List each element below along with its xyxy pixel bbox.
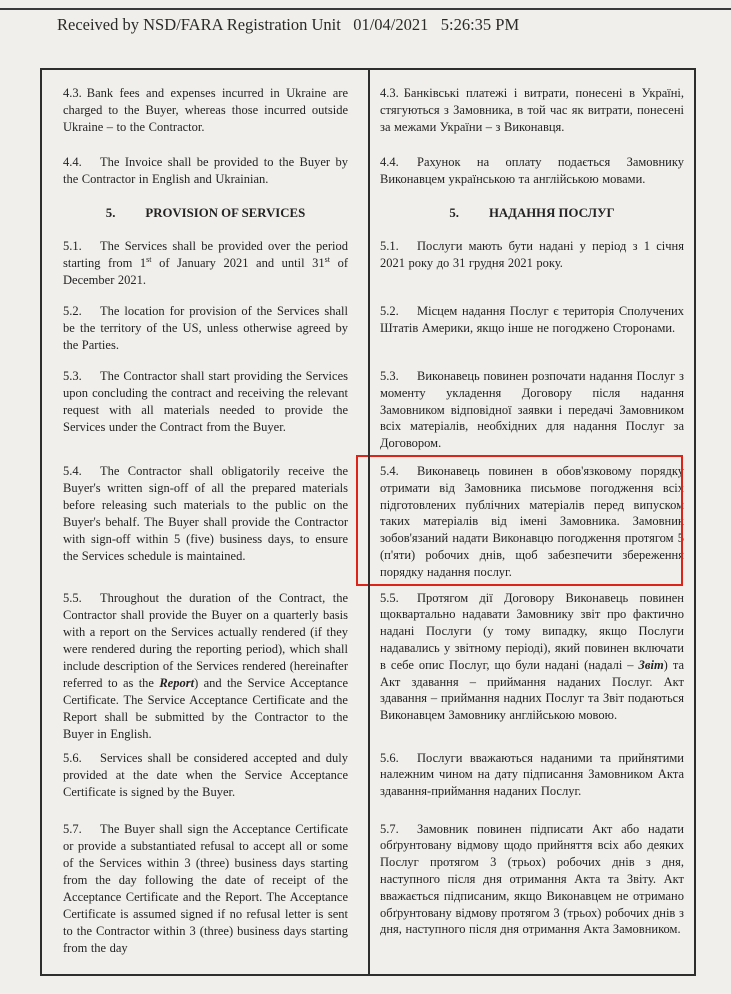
clause-number: 5.5.	[63, 590, 82, 605]
clause-number: 5.4.	[380, 463, 399, 478]
fara-received-stamp: Received by NSD/FARA Registration Unit 01/04/2021 5:26:35 PM	[57, 15, 520, 34]
clause-4-4-uk	[380, 154, 684, 188]
clause-number: 5.4.	[63, 463, 82, 478]
section-title: НАДАННЯ ПОСЛУГ	[488, 206, 615, 220]
clause-5-3-uk	[380, 368, 684, 452]
clause-5-4-en	[63, 463, 348, 565]
clause-text: The Contractor shall obligatorily receive the Buyer's written sign-off of all the prepared materials before releasing such materials to the public on the Buyer's behalf. The Buyer shall provide the Contractor with sign-off within 5 (five) business days, to ensure the Services schedule is maintained.	[63, 463, 348, 563]
clause-5-3-en-cell	[42, 368, 368, 436]
clause-text: The location for provision of the Services shall be the territory of the US, unless otherwise agreed by the Parties.	[63, 304, 348, 352]
clause-5-6-en-cell	[42, 750, 368, 801]
clause-number: 5.7.	[63, 821, 82, 836]
header-rule	[0, 8, 731, 10]
clause-5-4-uk	[380, 463, 684, 581]
clause-5-7-uk-cell	[368, 821, 694, 939]
clause-number: 5.7.	[380, 821, 399, 836]
clause-5-2-en-cell	[42, 303, 368, 354]
clause-5-1-en	[63, 238, 348, 289]
clause-text: The Contractor shall start providing the Services upon concluding the contract and receiving the relevant request with all materials needed to provide the Services under the Contract from the Buyer.	[63, 369, 348, 434]
clause-5-1-en-cell	[42, 238, 368, 289]
clause-5-6-en	[63, 750, 348, 801]
clause-4-4-uk-cell	[368, 154, 694, 188]
clause-5-1-uk	[380, 238, 684, 272]
clause-5-7-en	[63, 821, 348, 957]
clause-number: 5.6.	[380, 750, 399, 765]
clause-5-3-en	[63, 368, 348, 436]
clause-5-6-uk	[380, 750, 684, 800]
clause-number: 5.1.	[380, 239, 399, 253]
clause-text: The Invoice shall be provided to the Buyer by the Contractor in English and Ukrainian.	[63, 155, 348, 186]
clause-text: Послуги мають бути надані у період з 1 січня 2021 року до 31 грудня 2021 року.	[380, 239, 684, 270]
clause-4-3-uk	[380, 85, 684, 135]
clause-5-2-uk-cell	[368, 303, 694, 337]
clause-text: Банківські платежі і витрати, понесені в Україні, стягуються з Замовника, в той час як витрати, понесені за межами України – з Виконавця.	[380, 86, 684, 134]
clause-text: Services shall be considered accepted and duly provided at the date when the Service Acceptance Certificate is signed by the Buyer.	[63, 750, 348, 799]
clause-5-3-uk-cell	[368, 368, 694, 452]
clause-text: Bank fees and expenses incurred in Ukraine are charged to the Buyer, whereas those incurred outside Ukraine – to the Contractor.	[63, 86, 348, 134]
clause-number: 4.3.	[380, 86, 399, 100]
clause-text: Throughout the duration of the Contract, the Contractor shall provide the Buyer on a quarterly basis with a report on the Services actually rendered (if they were rendered during the reporting period), which shall include description of the Services rendered (hereinafter referred to as the Report) and the Service Acceptance Certificate. The Service Acceptance Certificate and the Report shall be submitted by the Contractor to the Buyer in English.	[63, 590, 348, 741]
clause-number: 5.6.	[63, 750, 82, 765]
section-5-heading-en-cell	[42, 205, 368, 222]
section-5-heading-en	[63, 205, 348, 222]
clause-5-5-en-cell	[42, 590, 368, 743]
clause-text: Місцем надання Послуг є територія Сполучених Штатів Америки, якщо інше не погоджено Сторонами.	[380, 304, 684, 335]
clause-text: The Services shall be provided over the period starting from 1st of January 2021 and until 31st of December 2021.	[63, 239, 348, 287]
clause-text: Протягом дії Договору Виконавець повинен щоквартально надавати Замовнику звіт про фактично надані Послуги (у тому випадку, якщо Послуги надавались у звітному періоді), який повинен включати в себе опис Послуг, що були надані (надалі – Звіт) та Акт здавання – приймання наданих Послуг. Акт здавання – приймання надних Послуг та Звіт подаються Виконавцем Замовнику англійською мовою.	[380, 590, 684, 723]
clause-4-4-en-cell	[42, 154, 368, 188]
clause-number: 5.5.	[380, 590, 399, 605]
clause-5-5-uk	[380, 590, 684, 724]
highlighted-clause-5-4-uk	[380, 463, 684, 581]
clause-4-3-uk-cell	[368, 85, 694, 135]
clause-4-4-en	[63, 154, 348, 188]
section-title: PROVISION OF SERVICES	[145, 206, 306, 220]
clause-number: 5.2.	[380, 304, 399, 318]
clause-text: Виконавець повинен в обов'язковому порядку отримати від Замовника письмове погодження всіх підготовлених публічних матеріалів перед випуском таких матеріалів від імені Замовника. Замовник зобов'язаний надати Виконавцю погодження протягом 5 (п'яти) робочих днів, щоб забезпечити збереження порядку надання послуг.	[380, 463, 684, 579]
clause-text: Виконавець повинен розпочати надання Послуг з моменту укладення Договору після надання Замовником відповідної заявки і передачі Замовником всіх матеріалів, необхідних для надання Послуг за Договором.	[380, 369, 684, 451]
section-number: 5.	[449, 206, 459, 220]
clause-number: 4.4.	[63, 155, 82, 169]
clause-5-4-en-cell	[42, 463, 368, 565]
clause-5-2-en	[63, 303, 348, 354]
clause-5-6-uk-cell	[368, 750, 694, 800]
clause-5-7-uk	[380, 821, 684, 939]
clause-4-3-en	[63, 85, 348, 136]
clause-5-7-en-cell	[42, 821, 368, 957]
clause-number: 4.4.	[380, 155, 399, 169]
clause-4-3-en-cell	[42, 85, 368, 136]
clause-number: 5.3.	[380, 369, 399, 383]
column-divider-line	[368, 70, 370, 974]
clause-text: Послуги вважаються наданими та прийнятими належним чином на дату підписання Замовником Акта здавання-приймання наданих Послуг.	[380, 750, 684, 799]
clause-number: 4.3.	[63, 86, 82, 100]
clause-number: 5.1.	[63, 239, 82, 253]
clause-number: 5.3.	[63, 369, 82, 383]
clause-number: 5.2.	[63, 304, 82, 318]
section-5-heading-uk-cell	[368, 205, 694, 222]
clause-text: Замовник повинен підписати Акт або надати обґрунтовану відмову щодо прийняття всіх або деяких Послуг протягом 3 (трьох) робочих днів з дня, наступного після дня отримання Акта та Звіту. Акт вважається підписаним, якщо Виконавцем не отримано обґрунтовану відмову протягом 3 (трьох) робочих днів з дня, наступного після дня отримання Акта Замовником.	[380, 821, 684, 937]
clause-5-2-uk	[380, 303, 684, 337]
clause-text: Рахунок на оплату подається Замовнику Виконавцем українською та англійською мовами.	[380, 155, 684, 186]
section-number: 5.	[105, 206, 116, 220]
clause-text: The Buyer shall sign the Acceptance Certificate or provide a substantiated refusal to accept all or some of the Services within 3 (three) business days starting from the day following the date of receipt of the Acceptance Certificate and the Report. The Acceptance Certificate is assumed signed if no refusal letter is sent to the Contractor within 3 (three) business days starting from the day	[63, 821, 348, 955]
section-5-heading-uk	[380, 205, 684, 222]
clause-5-1-uk-cell	[368, 238, 694, 272]
bilingual-contract-table	[40, 68, 696, 976]
clause-5-4-uk-cell	[368, 463, 694, 581]
clause-5-5-en	[63, 590, 348, 743]
clause-5-5-uk-cell	[368, 590, 694, 724]
